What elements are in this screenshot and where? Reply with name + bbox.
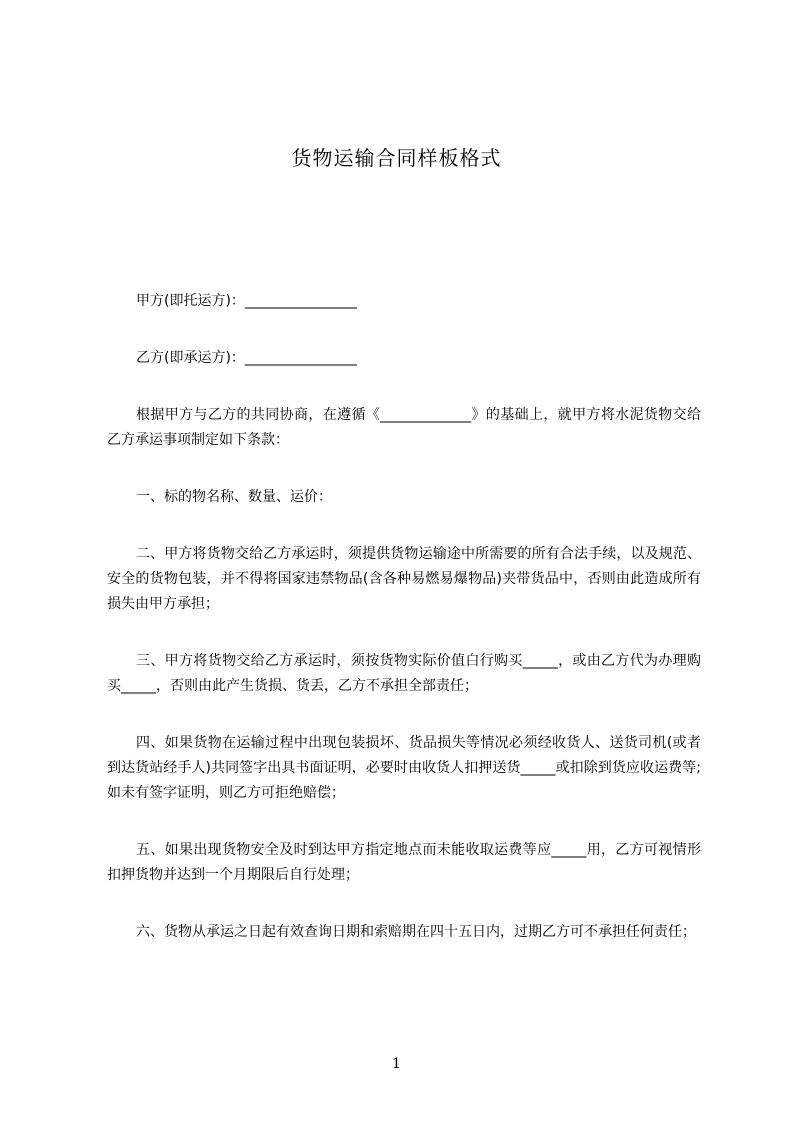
party-a-line: 甲方(即托运方)：________________	[136, 293, 357, 309]
document-body	[107, 289, 701, 945]
clause-5: 五、如果出现货物安全及时到达甲方指定地点而未能收取运费等应_____用，乙方可视情形扣押货物并达到一个月期限后自行处理；	[107, 842, 701, 883]
clause-4: 四、如果货物在运输过程中出现包装损坏、货品损失等情况必须经收货人、送货司机(或者到达货站经手人)共同签字出具书面证明，必要时由收货人扣押送货_____或扣除到货应收运费等;如未有签字证明，则乙方可拒绝赔偿；	[107, 735, 701, 801]
document-title: 货物运输合同样板格式	[291, 146, 502, 170]
preamble-paragraph: 根据甲方与乙方的共同协商，在遵循《_____________》的基础上，就甲方将水泥货物交给乙方承运事项制定如下条款：	[107, 407, 701, 448]
clause-2: 二、甲方将货物交给乙方承运时，须提供货物运输途中所需要的所有合法手续，以及规范、安全的货物包装，并不得将国家违禁物品(含各种易燃易爆物品)夹带货品中，否则由此造成所有损失由甲方承担；	[107, 546, 701, 612]
clause-3: 三、甲方将货物交给乙方承运时，须按货物实际价值白行购买_____，或由乙方代为办理购买_____，否则由此产生货损、货丢，乙方不承担全部责任；	[107, 653, 701, 694]
page-number: 1	[392, 1056, 401, 1072]
clause-1: 一、标的物名称、数量、运价：	[136, 489, 332, 505]
party-b-line: 乙方(即承运方)：________________	[136, 350, 357, 366]
clause-6: 六、货物从承运之日起有效查询日期和索赔期在四十五日内，过期乙方可不承担任何责任；	[136, 924, 696, 940]
